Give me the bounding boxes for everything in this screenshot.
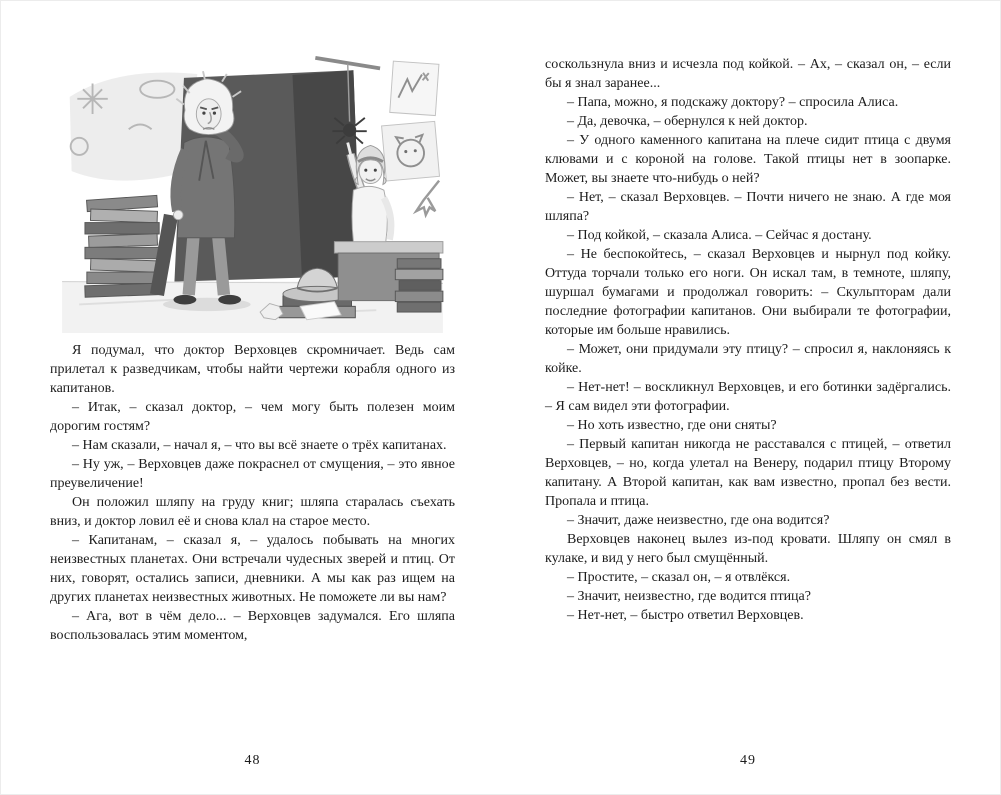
paragraph: – Да, девочка, – обернулся к ней доктор.	[567, 114, 808, 129]
paragraph: – Значит, неизвестно, где водится птица?	[567, 589, 811, 604]
paragraph: Верховцев наконец вылез из-под кровати. Шляпу он смял в кулаке, и вид у него был смущённый.	[545, 532, 951, 566]
paragraph: – Простите, – сказал он, – я отвлёкся.	[567, 570, 791, 585]
paragraph: – Под койкой, – сказала Алиса. – Сейчас я достану.	[567, 228, 872, 243]
paragraph: – У одного каменного капитана на плече сидит птица с двумя клювами и с короной на голове. Такой птицы нет в зоопарке. Может, вы знаете что-нибудь о ней?	[545, 133, 951, 186]
illustration-svg	[50, 55, 455, 333]
story-illustration	[50, 55, 455, 333]
page-left	[50, 55, 455, 767]
page-number: 48	[244, 753, 261, 768]
page-number: 49	[740, 753, 756, 768]
paragraph: соскользнула вниз и исчезла под койкой. – Ах, – сказал он, – если бы я знал заранее...	[545, 57, 951, 91]
paragraph: – Но хоть известно, где они сняты?	[567, 418, 777, 433]
paragraph: – Первый капитан никогда не расставался с птицей, – ответил Верховцев, – но, когда улетал на Венеру, подарил птицу Второму капитану. А Второй капитан, как вам известно, пропал без вести. Пропала и птица.	[545, 437, 951, 509]
paragraph: – Не беспокойтесь, – сказал Верховцев и нырнул под койку. Оттуда торчали только его ноги. Он искал там, в темноте, шляпу, шуршал бумагами и продолжал говорить: – Скульпторам дали последние фотографии капитанов. Они выбирали те фотографии, которые им больше нравились.	[545, 247, 951, 338]
paragraph: – Папа, можно, я подскажу доктору? – спросила Алиса.	[567, 95, 899, 110]
page-right	[545, 55, 951, 767]
paragraph: – Ну уж, – Верховцев даже покраснел от смущения, – это явное преувеличение!	[50, 457, 455, 491]
paragraph: Он положил шляпу на груду книг; шляпа старалась съехать вниз, и доктор ловил её и снова клал на старое место.	[50, 495, 455, 529]
paragraph: – Значит, даже неизвестно, где она водится?	[567, 513, 830, 528]
paragraph: – Нет-нет! – воскликнул Верховцев, и его ботинки задёргались. – Я сам видел эти фотографии.	[545, 380, 951, 414]
paragraph: Я подумал, что доктор Верховцев скромничает. Ведь сам прилетал к разведчикам, чтобы найти чертежи корабля одного из капитанов.	[50, 343, 455, 396]
paragraph: – Нет-нет, – быстро ответил Верховцев.	[567, 608, 804, 623]
paragraph: – Капитанам, – сказал я, – удалось побывать на многих неизвестных планетах. Они встречали чудесных зверей и птиц. От них, говорят, остались записи, дневники. А мы как раз ищем на других планетах неизвестных животных. Не поможете ли вы нам?	[50, 533, 455, 605]
paragraph: – Итак, – сказал доктор, – чем могу быть полезен моим дорогим гостям?	[50, 400, 455, 434]
paragraph: – Ага, вот в чём дело... – Верховцев задумался. Его шляпа воспользовалась этим моментом,	[50, 609, 455, 643]
book-stack-right	[395, 259, 443, 312]
paragraph: – Нет, – сказал Верховцев. – Почти ничего не знаю. А где моя шляпа?	[545, 190, 951, 224]
paragraph: – Нам сказали, – начал я, – что вы всё знаете о трёх капитанах.	[72, 438, 447, 453]
paragraph: – Может, они придумали эту птицу? – спросил я, наклоняясь к койке.	[545, 342, 951, 376]
